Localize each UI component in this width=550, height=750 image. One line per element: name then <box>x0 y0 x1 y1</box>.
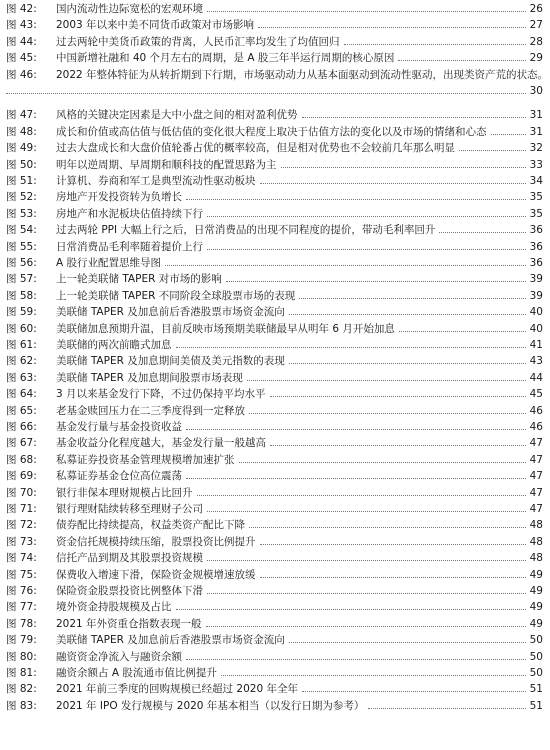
toc-entry[interactable] <box>0 207 550 222</box>
figure-number: 图 62: <box>6 355 37 368</box>
page-number: 46 <box>529 421 543 433</box>
page-number: 32 <box>529 142 543 155</box>
figure-number: 图 56: <box>6 257 37 269</box>
toc-entry[interactable] <box>0 272 550 287</box>
dot-leader <box>459 150 526 151</box>
page-number: 28 <box>529 35 543 48</box>
dot-leader <box>186 199 526 200</box>
figure-title: 基金收益分化程度越大，基金发行量一般越高 <box>56 437 266 450</box>
toc-entry[interactable] <box>0 584 550 599</box>
toc-entry[interactable] <box>0 486 550 501</box>
figure-title: 美联储 TAPER 及加息前后香港股票市场资金流向 <box>56 306 285 319</box>
figure-number: 图 72: <box>6 519 37 532</box>
toc-entry[interactable] <box>0 174 550 189</box>
dot-leader <box>186 478 526 479</box>
toc-entry[interactable] <box>0 108 550 123</box>
figure-title: 上一轮美联储 TAPER 不同阶段全球股票市场的表现 <box>56 289 296 302</box>
dot-leader <box>260 183 526 184</box>
figure-title: 过去大盘成长和大盘价值轮番占优的概率较高，但是相对优势也不会较前几年那么明显 <box>56 142 455 155</box>
figure-title: 信托产品到期及其股票投资规模 <box>56 552 203 565</box>
dot-leader <box>186 659 526 660</box>
figure-number: 图 77: <box>6 601 37 614</box>
figure-number: 图 49: <box>6 142 37 155</box>
dot-leader <box>165 265 526 266</box>
figure-title: 2003 年以来中美不同货币政策对市场影响 <box>56 19 255 32</box>
dot-leader <box>186 429 526 430</box>
figure-title: 上一轮美联储 TAPER 对市场的影响 <box>56 273 222 286</box>
dot-leader <box>270 396 526 397</box>
toc-entry[interactable] <box>0 18 550 33</box>
figure-title: 风格的关键决定因素是大中小盘之间的相对盈利优势 <box>56 109 298 122</box>
dot-leader <box>270 445 526 446</box>
figure-title: 房地产开发投资转为负增长 <box>56 191 182 204</box>
toc-entry[interactable] <box>0 535 550 550</box>
figure-title: 2021 年前三季度的回购规模已经超过 2020 年全年 <box>56 683 298 696</box>
figure-title: 2021 年 IPO 发行规模与 2020 年基本相当（以发行日期为参考） <box>56 699 365 712</box>
toc-entry[interactable] <box>0 650 550 665</box>
figure-number: 图 61: <box>6 339 37 351</box>
figure-title: 保险资金股票投资比例整体下滑 <box>56 585 203 597</box>
figure-number: 图 57: <box>6 273 37 286</box>
page-number: 36 <box>529 257 543 269</box>
figure-number: 图 67: <box>6 437 37 450</box>
dot-leader <box>221 675 526 676</box>
page-number: 51 <box>529 683 543 696</box>
toc-entry[interactable] <box>0 518 550 533</box>
figure-number: 图 81: <box>6 667 37 679</box>
dot-leader <box>439 232 526 233</box>
dot-leader <box>207 249 526 250</box>
figure-title: 美联储 TAPER 及加息前后香港股票市场资金流向 <box>56 634 285 647</box>
figure-number: 图 79: <box>6 634 37 647</box>
toc-entry-continuation[interactable] <box>0 84 550 99</box>
figure-number: 图 63: <box>6 371 37 384</box>
dot-leader <box>302 117 526 118</box>
toc-entry[interactable] <box>0 387 550 402</box>
figure-title: 美联储 TAPER 及加息期间股票市场表现 <box>56 371 243 384</box>
page-number: 34 <box>529 175 543 187</box>
page-number: 43 <box>529 355 543 368</box>
page-number: 47 <box>529 503 543 515</box>
page-number: 36 <box>529 240 543 253</box>
page-number: 40 <box>529 322 543 335</box>
toc-entry[interactable] <box>0 190 550 205</box>
page-number: 51 <box>529 699 543 712</box>
dot-leader <box>207 560 526 561</box>
toc-entry[interactable] <box>0 354 550 369</box>
toc-entry[interactable] <box>0 371 550 386</box>
toc-entry[interactable] <box>0 2 550 17</box>
toc-entry[interactable] <box>0 699 550 714</box>
figure-title: 老基金赎回压力在二三季度得到一定释放 <box>56 404 245 417</box>
toc-entry[interactable] <box>0 404 550 419</box>
figure-title: 成长和价值或高估值与低估值的变化很大程度上取决于估值方法的变化以及市场的情绪和心态 <box>56 125 487 138</box>
toc-entry[interactable] <box>0 568 550 583</box>
toc-entry[interactable] <box>0 666 550 681</box>
figure-number: 图 60: <box>6 322 37 335</box>
figure-number: 图 59: <box>6 306 37 319</box>
figure-title: 债券配比持续提高，权益类资产配比下降 <box>56 519 245 532</box>
page-number: 46 <box>529 404 543 417</box>
page-number: 29 <box>529 52 543 65</box>
toc-entry[interactable] <box>0 240 550 255</box>
figure-title: 房地产和水泥板块估值持续下行 <box>56 207 203 220</box>
toc-entry[interactable] <box>0 51 550 66</box>
dot-leader <box>249 527 526 528</box>
dot-leader <box>207 216 526 217</box>
figure-title: 保费收入增速下滑，保险资金规模增速放缓 <box>56 568 256 581</box>
figure-title: 过去两轮中美货币政策的背离，人民币汇率均发生了均值回归 <box>56 35 340 48</box>
toc-entry[interactable] <box>0 453 550 468</box>
page-number: 49 <box>529 617 543 630</box>
dot-leader <box>289 363 526 364</box>
toc-entry[interactable] <box>0 35 550 50</box>
dot-leader <box>207 11 526 12</box>
dot-leader <box>260 544 526 545</box>
page-number: 35 <box>529 191 543 204</box>
figure-number: 图 52: <box>6 191 37 204</box>
figure-title: 基金发行量与基金投资收益 <box>56 421 182 433</box>
figure-number: 图 80: <box>6 650 37 663</box>
dot-leader <box>226 281 526 282</box>
page-number: 48 <box>529 519 543 532</box>
dot-leader <box>206 626 526 627</box>
figure-number: 图 58: <box>6 289 37 302</box>
page-number: 48 <box>529 535 543 548</box>
dot-leader <box>6 93 526 94</box>
figure-title: 资金信托规模持续压缩，股票投资比例提升 <box>56 535 256 548</box>
figure-number: 图 68: <box>6 453 37 466</box>
figure-number: 图 71: <box>6 503 37 515</box>
page-number: 49 <box>529 585 543 597</box>
figure-title: 2022 年整体特征为从转折期到下行期，市场驱动动力从基本面驱动到流动性驱动，出现类资产荒的状态。 <box>56 68 549 81</box>
page-number: 33 <box>529 158 543 171</box>
page-number: 50 <box>529 667 543 679</box>
figure-title: 过去两轮 PPI 大幅上行之后，日常消费品的出现不同程度的提价，带动毛利率回升 <box>56 224 436 237</box>
page-number: 41 <box>529 339 543 351</box>
page-number: 45 <box>529 388 543 401</box>
dot-leader <box>176 347 526 348</box>
page-number: 49 <box>529 568 543 581</box>
figure-title: 美联储加息预期升温，目前反映市场预期美联储最早从明年 6 月开始加息 <box>56 322 395 335</box>
figure-number: 图 44: <box>6 35 37 48</box>
figure-title: 计算机、券商和军工是典型流动性驱动板块 <box>56 175 256 187</box>
figure-title: 融资资金净流入与融资余额 <box>56 650 182 663</box>
page-number: 44 <box>529 371 543 384</box>
figure-number: 图 78: <box>6 617 37 630</box>
figure-number: 图 74: <box>6 552 37 565</box>
toc-entry[interactable] <box>0 289 550 304</box>
toc-entry[interactable] <box>0 682 550 697</box>
dot-leader <box>207 593 526 594</box>
page-number: 49 <box>529 601 543 614</box>
page-number: 48 <box>529 552 543 565</box>
figure-title: 中国新增社融和 40 个月左右的周期，是 A 股三年半运行周期的核心原因 <box>56 52 395 65</box>
page-number: 47 <box>529 470 543 483</box>
toc-entry[interactable] <box>0 633 550 648</box>
toc-entry[interactable] <box>0 420 550 435</box>
figure-number: 图 50: <box>6 158 37 171</box>
page-number: 47 <box>529 437 543 450</box>
toc-entry[interactable] <box>0 68 550 83</box>
page-number: 47 <box>529 453 543 466</box>
figure-title: 私募证券投资基金管理规模增加速扩张 <box>56 453 235 466</box>
page-number: 27 <box>529 19 543 32</box>
page-number: 26 <box>529 3 543 15</box>
figure-title: 银行非保本理财规模占比回升 <box>56 486 193 499</box>
figure-number: 图 75: <box>6 568 37 581</box>
dot-leader <box>289 314 526 315</box>
page-number: 39 <box>529 273 543 286</box>
page-number: 31 <box>529 109 543 122</box>
figure-title: A 股行业配置思维导图 <box>56 257 162 269</box>
page-number: 40 <box>529 306 543 319</box>
page-number: 47 <box>529 486 543 499</box>
figure-number: 图 47: <box>6 109 37 122</box>
dot-leader <box>197 495 526 496</box>
toc-entry[interactable] <box>0 256 550 271</box>
figure-number: 图 69: <box>6 470 37 483</box>
dot-leader <box>249 413 526 414</box>
dot-leader <box>399 331 526 332</box>
figure-number: 图 65: <box>6 404 37 417</box>
toc-entry[interactable] <box>0 551 550 566</box>
dot-leader <box>368 708 526 709</box>
dot-leader <box>398 60 526 61</box>
figure-number: 图 83: <box>6 699 37 712</box>
dot-leader <box>207 511 526 512</box>
figure-number: 图 43: <box>6 19 37 32</box>
figure-title: 美联储 TAPER 及加息期间美债及美元指数的表现 <box>56 355 285 368</box>
dot-leader <box>247 380 526 381</box>
figure-number: 图 54: <box>6 224 37 237</box>
figure-number: 图 42: <box>6 3 37 15</box>
dot-leader <box>491 134 526 135</box>
page-number: 50 <box>529 634 543 647</box>
toc-entry[interactable] <box>0 305 550 320</box>
toc-entry[interactable] <box>0 436 550 451</box>
dot-leader <box>258 27 526 28</box>
toc-entry[interactable] <box>0 322 550 337</box>
page-number: 36 <box>529 224 543 237</box>
figure-number: 图 70: <box>6 486 37 499</box>
toc-entry[interactable] <box>0 338 550 353</box>
figure-number: 图 66: <box>6 421 37 433</box>
dot-leader <box>176 609 526 610</box>
toc-entry[interactable] <box>0 502 550 517</box>
toc-entry[interactable] <box>0 158 550 173</box>
dot-leader <box>281 167 526 168</box>
toc-entry[interactable] <box>0 125 550 140</box>
toc-entry[interactable] <box>0 617 550 632</box>
toc-entry[interactable] <box>0 469 550 484</box>
figure-title: 国内流动性边际宽松的宏观环境 <box>56 3 203 15</box>
figure-title: 融资余额占 A 股流通市值比例提升 <box>56 667 217 679</box>
page-number: 39 <box>529 289 543 302</box>
figure-title: 私募证券基金仓位高位震荡 <box>56 470 182 483</box>
figure-title: 明年以逆周期、早周期和顺科技的配置思路为主 <box>56 158 277 171</box>
figure-number: 图 73: <box>6 535 37 548</box>
figure-number: 图 55: <box>6 240 37 253</box>
toc-entry[interactable] <box>0 600 550 615</box>
figure-number: 图 51: <box>6 175 37 187</box>
figure-title: 3 月以来基金发行下降，不过仍保持平均水平 <box>56 388 266 401</box>
figure-number: 图 53: <box>6 207 37 220</box>
dot-leader <box>239 462 526 463</box>
toc-entry[interactable] <box>0 223 550 238</box>
figure-title: 2021 年外资重仓指数表现一般 <box>56 617 202 630</box>
figure-number: 图 45: <box>6 52 37 65</box>
page-number: 50 <box>529 650 543 663</box>
figure-title: 银行理财陆续转移至理财子公司 <box>56 503 203 515</box>
dot-leader <box>302 691 526 692</box>
figure-number: 图 76: <box>6 585 37 597</box>
figure-number: 图 46: <box>6 68 37 81</box>
figure-number: 图 48: <box>6 125 37 138</box>
figure-title: 美联储的两次前瞻式加息 <box>56 339 172 351</box>
figure-number: 图 82: <box>6 683 37 696</box>
figure-title: 日常消费品毛利率随着提价上行 <box>56 240 203 253</box>
figure-title: 境外资金持股规模及占比 <box>56 601 172 614</box>
toc-entry[interactable] <box>0 141 550 156</box>
dot-leader <box>289 642 526 643</box>
dot-leader <box>260 577 526 578</box>
page-number: 35 <box>529 207 543 220</box>
dot-leader <box>344 44 526 45</box>
dot-leader <box>299 298 526 299</box>
page-number: 30 <box>529 85 543 97</box>
page-number: 31 <box>529 125 543 138</box>
figure-number: 图 64: <box>6 388 37 401</box>
